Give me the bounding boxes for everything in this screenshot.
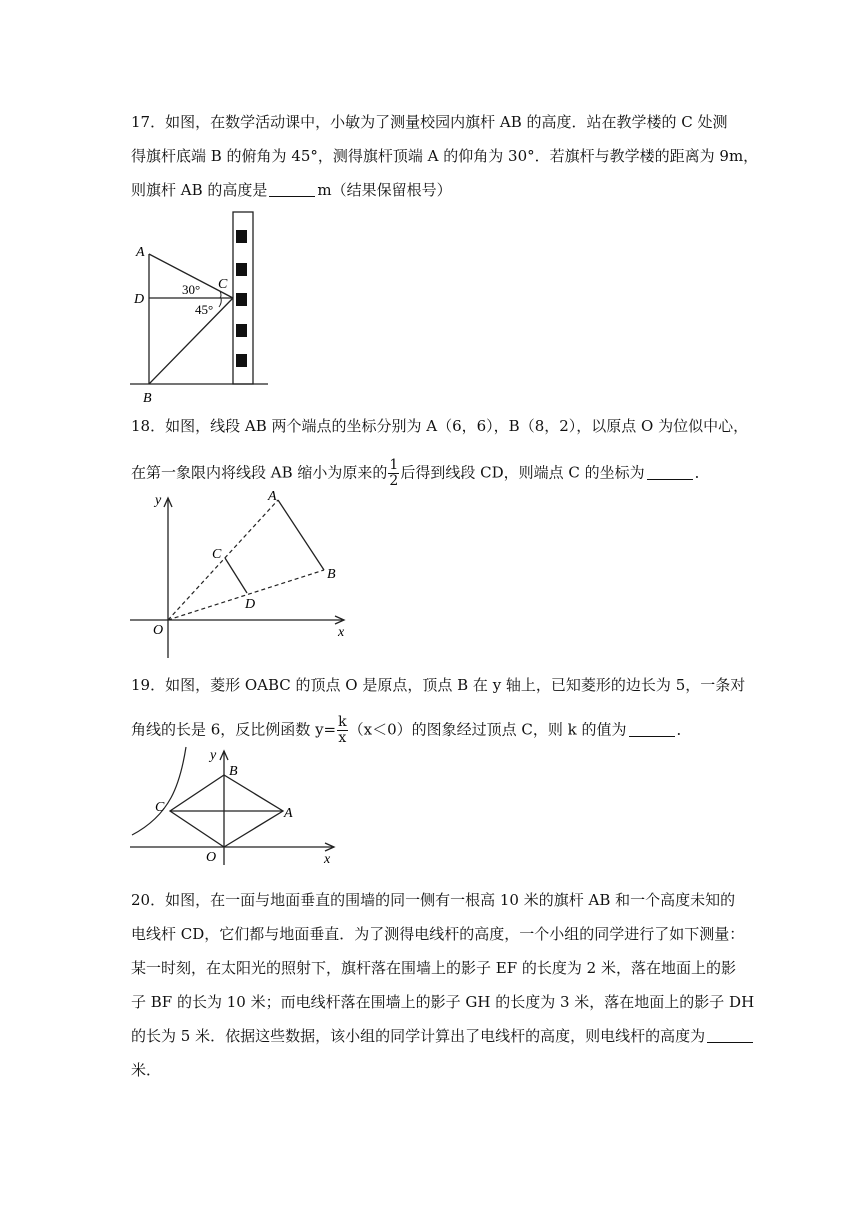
angle-45: 45°: [195, 302, 214, 317]
q17-line2: 得旗杆底端 B 的俯角为 45°，测得旗杆顶端 A 的仰角为 30°．若旗杆与教学楼的距离为 9m，: [131, 147, 759, 165]
label-C: C: [218, 277, 228, 292]
label-y: y: [210, 748, 217, 763]
q20-line6: 米．: [131, 1061, 162, 1079]
label-C: C: [212, 547, 222, 562]
q18-line2-mid: 后得到线段 CD，则端点 C 的坐标为: [400, 463, 645, 482]
q20-line2: 电线杆 CD，它们都与地面垂直．为了测得电线杆的高度，一个小组的同学进行了如下测量：: [131, 925, 745, 943]
q20-line5: [131, 1026, 755, 1046]
fraction-numerator: 1: [389, 457, 399, 473]
answer-blank: [269, 182, 315, 197]
label-B: B: [327, 567, 336, 582]
label-C: C: [155, 800, 165, 815]
fraction-denominator: x: [338, 730, 347, 746]
q17-line3-text: 则旗杆 AB 的高度是: [131, 181, 268, 199]
angle-30: 30°: [182, 282, 201, 297]
q19-line2: [131, 715, 692, 746]
q19-line2-end: ．: [676, 720, 692, 739]
label-D: D: [134, 292, 145, 307]
q19-line2-text: 角线的长是 6，反比例函数 y=: [131, 720, 337, 739]
q18-line1: 18．如图，线段 AB 两个端点的坐标分别为 A（6，6），B（8，2），以原点 O 为位似中心，: [131, 417, 749, 435]
answer-blank: [707, 1028, 753, 1043]
fraction-numerator: k: [338, 714, 347, 730]
q17-line3: [131, 180, 452, 200]
q18-line2-end: ．: [694, 463, 710, 482]
q17-line3-tail: m（结果保留根号）: [317, 181, 452, 199]
label-B: B: [143, 391, 152, 403]
label-x: x: [324, 852, 331, 867]
answer-blank: [647, 465, 693, 480]
q20-line1: 20．如图，在一面与地面垂直的围墙的同一侧有一根高 10 米的旗杆 AB 和一个高度未知的: [131, 891, 736, 909]
q18-figure: [128, 488, 348, 660]
q19-line2-mid: （x＜0）的图象经过顶点 C，则 k 的值为: [348, 720, 627, 739]
q18-line2-text: 在第一象限内将线段 AB 缩小为原来的: [131, 463, 388, 482]
label-O: O: [206, 850, 217, 865]
label-A: A: [136, 245, 145, 260]
label-O: O: [153, 623, 164, 638]
q17-line1: 17．如图，在数学活动课中，小敏为了测量校园内旗杆 AB 的高度．站在教学楼的 C 处测: [131, 113, 728, 131]
q20-line3: 某一时刻，在太阳光的照射下，旗杆落在围墙上的影子 EF 的长度为 2 米，落在地面上的影: [131, 959, 736, 977]
label-A: A: [268, 489, 277, 504]
label-D: D: [245, 597, 256, 612]
label-A: A: [284, 806, 293, 821]
label-x: x: [338, 625, 345, 640]
q20-line4: 子 BF 的长为 10 米；而电线杆落在围墙上的影子 GH 的长度为 3 米，落在地面上的影子 DH: [131, 993, 755, 1011]
label-y: y: [155, 493, 162, 508]
label-B: B: [229, 764, 238, 779]
q17-figure: [128, 208, 273, 403]
fraction-k-over-x: [337, 715, 347, 746]
q19-line1: 19．如图，菱形 OABC 的顶点 O 是原点，顶点 B 在 y 轴上，已知菱形的边长为 5，一条对: [131, 676, 746, 694]
q20-line5-text: 的长为 5 米．依据这些数据，该小组的同学计算出了电线杆的高度，则电线杆的高度为: [131, 1027, 706, 1045]
fraction-denominator: 2: [389, 473, 399, 489]
answer-blank: [629, 722, 675, 737]
q19-figure: [128, 745, 338, 867]
fraction-half: [388, 458, 399, 489]
q18-line2: [131, 458, 710, 489]
